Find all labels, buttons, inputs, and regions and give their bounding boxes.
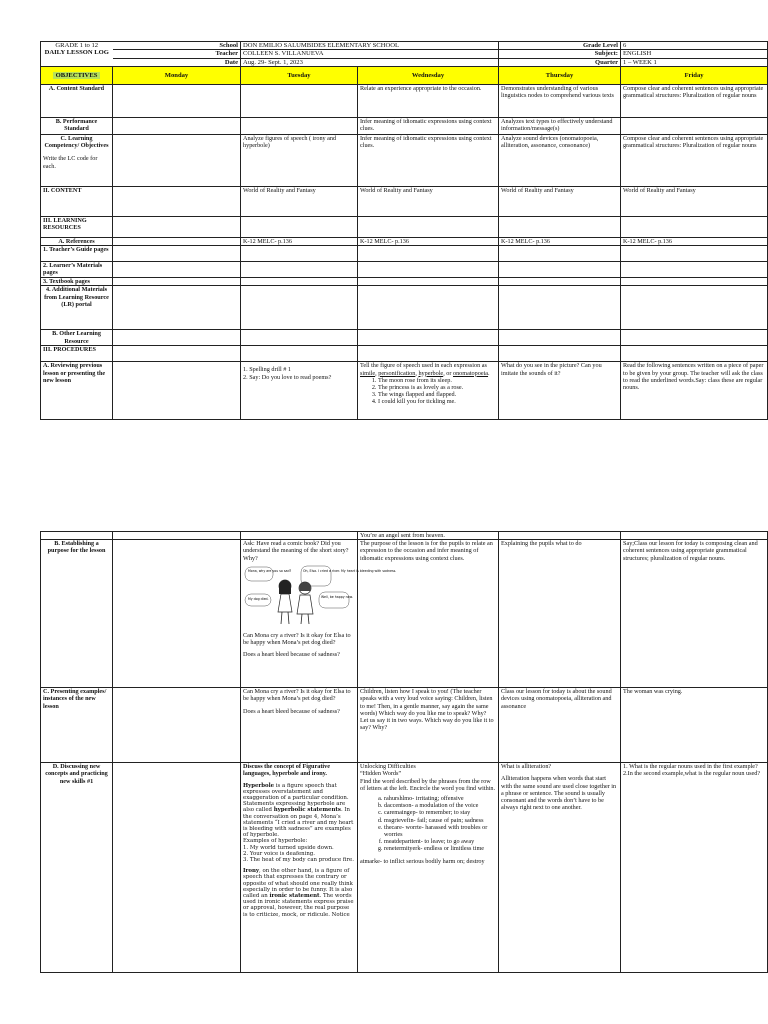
cell-thu: Analyze sound devices (onomatopoeia, alliteration, assonance, consonance) bbox=[499, 134, 621, 186]
cell-mon bbox=[113, 763, 241, 973]
cell-thu: World of Reality and Fantasy bbox=[499, 186, 621, 216]
carryover-row bbox=[41, 532, 768, 540]
hyperbole-paragraph: Hyperbole is a figure speech that expresses overstatement and exaggeration of a particular condition. Statements expressing hyperbole are also called hyperbolic statements. In the conversation on page 4, Mona’s statements “I cried a river and my heart is bleeding with sadness” are examples of hyperbole. bbox=[243, 782, 354, 839]
cell-tue: K-12 MELC- p.136 bbox=[241, 237, 358, 245]
cell-fri: Compose clear and coherent sentences using appropriate grammatical structures: Pluralization of regular nouns bbox=[621, 84, 768, 117]
establishing-row bbox=[41, 540, 768, 688]
discussing-row bbox=[41, 763, 768, 973]
cell-wed bbox=[358, 763, 499, 973]
cell-mon bbox=[113, 134, 241, 186]
cell-wed: K-12 MELC- p.136 bbox=[358, 237, 499, 245]
figure-of-speech-instruction: Tell the figure of speech used in each expression as simile, personification, hyperbole, or onomatopoeia. bbox=[360, 362, 490, 377]
list-item: f. meatdeparttent- to leave; to go away bbox=[384, 838, 496, 845]
grade-value: 6 bbox=[621, 42, 768, 50]
cell-mon bbox=[113, 117, 241, 134]
subject-value: ENGLISH bbox=[621, 50, 768, 58]
row-label: 1. Teacher’s Guide pages bbox=[41, 246, 113, 262]
log-title bbox=[41, 42, 113, 67]
objectives-header: OBJECTIVES bbox=[41, 66, 113, 84]
row-label: B. Performance Standard bbox=[41, 117, 113, 134]
learners-materials-row bbox=[41, 262, 768, 278]
hyperbole-examples-title: Examples of hyperbole: bbox=[243, 838, 308, 845]
lesson-log-page-1 bbox=[40, 41, 767, 420]
procedures-row bbox=[41, 346, 768, 362]
cell-wed: Children, listen how I speak to you! (The teacher speaks with a very loud voice saying: Children, listen to me! Then, in a gentle manner, say again the same words) Which way do you like me to speak? Why? Let us say it in two ways. Which way do you like it to say? Why? bbox=[358, 688, 499, 763]
alliteration-question: What is alliteration? bbox=[501, 763, 552, 771]
bubble1-text: Mona, why are you so sad? bbox=[248, 568, 292, 573]
figure-of-speech-list bbox=[360, 377, 496, 406]
teachers-guide-row bbox=[41, 246, 768, 262]
list-item: b. daccentson- a modulation of the voice bbox=[384, 802, 496, 809]
learning-resources-row bbox=[41, 216, 768, 237]
school-label: School bbox=[113, 42, 241, 50]
lesson-log-page-2 bbox=[40, 531, 767, 973]
cell-thu bbox=[499, 763, 621, 973]
cell-thu: Analyzes text types to effectively understand information/message(s) bbox=[499, 117, 621, 134]
references-row bbox=[41, 237, 768, 245]
competency-label: C. Learning Competency/ Objectives bbox=[44, 134, 109, 150]
teacher-label: Teacher bbox=[113, 50, 241, 58]
cell-wed bbox=[358, 362, 499, 420]
list-item: g. renetermityerk- endless or limitless time bbox=[384, 845, 496, 852]
hyperbole-example: 3. The heat of my body can produce fire. bbox=[243, 857, 354, 864]
cell-fri bbox=[621, 117, 768, 134]
cell-thu: What do you see in the picture? Can you imitate the sounds of it? bbox=[499, 362, 621, 420]
comic-illustration bbox=[243, 564, 397, 626]
additional-materials-row bbox=[41, 286, 768, 330]
other-resource-row bbox=[41, 330, 768, 346]
cell-wed: World of Reality and Fantasy bbox=[358, 186, 499, 216]
content-row bbox=[41, 186, 768, 216]
heart-question: Does a heart bleed because of sadness? bbox=[243, 707, 340, 715]
row-label: III. PROCEDURES bbox=[41, 346, 113, 362]
cell-fri: The woman was crying. bbox=[621, 688, 768, 763]
hidden-word-last: atmarke- to inflict serious bodily harm on; destroy bbox=[360, 857, 485, 865]
spelling-drill: 1. Spelling drill # 1 bbox=[243, 366, 291, 374]
row-label: B. Establishing a purpose for the lesson bbox=[41, 540, 113, 688]
cell-tue bbox=[241, 117, 358, 134]
thursday-header: Thursday bbox=[499, 66, 621, 84]
quarter-value: 1 – WEEK 1 bbox=[621, 58, 768, 66]
subject-label: Subject: bbox=[499, 50, 621, 58]
row-label: A. Reviewing previous lesson or presenting the new lesson bbox=[41, 362, 113, 420]
friday-header: Friday bbox=[621, 66, 768, 84]
cell-wed: You’re an angel sent from heaven. bbox=[358, 532, 499, 540]
title-line-2: DAILY LESSON LOG bbox=[44, 49, 109, 57]
cell-mon bbox=[113, 84, 241, 117]
cell-mon bbox=[113, 362, 241, 420]
performance-standard-row bbox=[41, 117, 768, 134]
cell-tue bbox=[241, 362, 358, 420]
list-item: 2. The princess is as lovely as a rose. bbox=[378, 384, 496, 391]
list-item: 4. I could kill you for tickling me. bbox=[378, 398, 496, 405]
row-label: C. Presenting examples/ instances of the new lesson bbox=[41, 688, 113, 763]
bubble4-text: Well, be happy now. bbox=[321, 594, 353, 599]
mona-question: Can Mona cry a river? Is it okay for Elsa to be happy when Mona’s pet dog died? bbox=[243, 688, 351, 703]
hyperbole-example: 1. My world turned upside down. bbox=[243, 844, 334, 851]
reviewing-row bbox=[41, 362, 768, 420]
list-item: a. rahurshlmo- irritating; offensive bbox=[384, 795, 496, 802]
cell-thu: Class our lesson for today is about the sound devices using onomatopoeia, alliteration and assonance bbox=[499, 688, 621, 763]
list-item: e. thecare- worrte- harassed with troubles or worries bbox=[384, 824, 496, 838]
row-label: 2. Learner’s Materials pages bbox=[41, 262, 113, 278]
quarter-label: Quarter bbox=[499, 58, 621, 66]
grade-label: Grade Level bbox=[499, 42, 621, 50]
cell-thu: K-12 MELC- p.136 bbox=[499, 237, 621, 245]
cell-mon bbox=[113, 186, 241, 216]
content-standard-row bbox=[41, 84, 768, 117]
cell-thu: Demonstrates understanding of various linguistics nodes to comprehend various texts bbox=[499, 84, 621, 117]
bubble2-text: Oh, Elsa. I cried a river. My heart is bleeding with sadness. bbox=[303, 568, 397, 573]
cell-fri: 1. What is the regular nouns used in the first example?2.In the second example,what is the regular noun used? bbox=[621, 763, 768, 973]
cell-tue: World of Reality and Fantasy bbox=[241, 186, 358, 216]
row-label: 4. Additional Materials from Learning Resource (LR) portal bbox=[41, 286, 113, 330]
cell-tue bbox=[241, 540, 397, 688]
unlocking-title: Unlocking Difficulties bbox=[360, 763, 416, 771]
hidden-words-title: “Hidden Words” bbox=[360, 770, 402, 778]
cell-thu: Explaining the pupils what to do bbox=[499, 540, 621, 688]
row-label: 3. Textbook pages bbox=[41, 278, 113, 286]
monday-header: Monday bbox=[113, 66, 241, 84]
heart-question: Does a heart bleed because of sadness? bbox=[243, 651, 340, 659]
list-item: 3. The wings flapped and flapped. bbox=[378, 391, 496, 398]
competency-row bbox=[41, 134, 768, 186]
cell-wed: The purpose of the lesson is for the pupils to relate an expression to the occasion and infer meaning of idiomatic expressions using context clues. bbox=[358, 540, 499, 688]
alliteration-definition: Alliteration happens when words that start with the same sound are used close together in a phrase or sentence. The sound is usually consonant and the words don’t have to be always right next to one another. bbox=[501, 775, 617, 812]
cell-wed: Relate an experience appropriate to the occasion. bbox=[358, 84, 499, 117]
tuesday-header: Tuesday bbox=[241, 66, 358, 84]
cell-wed: Infer meaning of idiomatic expressions using context clues. bbox=[358, 134, 499, 186]
cell-fri: Read the following sentences written on a piece of paper to be given by your group. The teacher will ask the class to read the underlined words.Say: class these are regular nouns. bbox=[621, 362, 768, 420]
date-label: Date bbox=[113, 58, 241, 66]
cell-fri: World of Reality and Fantasy bbox=[621, 186, 768, 216]
cell-mon bbox=[113, 688, 241, 763]
cell-tue: Analyze figures of speech ( irony and hyperbole) bbox=[241, 134, 358, 186]
cell-tue bbox=[241, 763, 358, 973]
wednesday-header: Wednesday bbox=[358, 66, 499, 84]
comic-question: Ask: Have read a comic book? Did you understand the meaning of the short story? Why? bbox=[243, 540, 349, 562]
cell-mon bbox=[113, 540, 241, 688]
presenting-row bbox=[41, 688, 768, 763]
list-item: d. msgrievefin- fail; cause of pain; sadness bbox=[384, 817, 496, 824]
bubble3-text: My dog died. bbox=[248, 596, 269, 601]
hyperbole-example: 2. Your voice is deafening. bbox=[243, 850, 315, 857]
poem-question: 2. Say: Do you love to read poems? bbox=[243, 373, 332, 381]
day-header-row bbox=[41, 66, 768, 84]
cell-fri: Compose clear and coherent sentences using appropriate grammatical structures: Pluralization of regular nouns bbox=[621, 134, 768, 186]
school-value: DON EMILIO SALUMBIDES ELEMENTARY SCHOOL bbox=[241, 42, 499, 50]
hidden-words-instruction: Find the word described by the phrases from the row of letters at the left. Encircle the word you find within. bbox=[360, 777, 496, 792]
list-item: 1. The moon rose from its sleep. bbox=[378, 377, 496, 384]
row-label: A. Content Standard bbox=[41, 84, 113, 117]
cell-mon bbox=[113, 237, 241, 245]
cell-tue bbox=[241, 84, 358, 117]
teacher-value: COLLEEN S. VILLANUEVA bbox=[241, 50, 499, 58]
lc-code-note: Write the LC code for each. bbox=[43, 155, 98, 170]
row-label bbox=[41, 134, 113, 186]
irony-paragraph: Irony, on the other hand, is a figure of speech that expresses the contrary or opposite of what should one really think especially in order to be funny. It is also called an ironic statement. The words used in ironic statements express praise or approval, however, the real purpose is to criticize, mock, or ridicule. Notice bbox=[243, 868, 354, 918]
title-line-1: GRADE 1 to 12 bbox=[55, 42, 99, 49]
row-label: B. Other Learning Resource bbox=[41, 330, 113, 346]
textbook-row bbox=[41, 278, 768, 286]
row-label: II. CONTENT bbox=[41, 186, 113, 216]
discussion-title: Discuss the concept of Figurative languages, hyperbole and irony. bbox=[243, 763, 330, 778]
cell-fri: Say;Class our lesson for today is composing clean and coherent sentences using appropriate grammatical structures; pluralization of regular nouns. bbox=[621, 540, 768, 688]
row-label: D. Discussing new concepts and practicing new skills #1 bbox=[41, 763, 113, 973]
mona-question: Can Mona cry a river? Is it okay for Elsa to be happy when Mona’s pet dog died? bbox=[243, 632, 351, 647]
cell-tue bbox=[241, 688, 358, 763]
hidden-words-list bbox=[360, 795, 496, 853]
row-label: A. References bbox=[41, 237, 113, 245]
cell-wed: Infer meaning of idiomatic expressions using context clues. bbox=[358, 117, 499, 134]
date-value: Aug. 29- Sept. 1, 2023 bbox=[241, 58, 499, 66]
list-item: c. caremaingep- to remember; to stay bbox=[384, 809, 496, 816]
lesson-log-table-2 bbox=[40, 531, 768, 973]
cell-fri: K-12 MELC- p.136 bbox=[621, 237, 768, 245]
lesson-log-table-1 bbox=[40, 41, 768, 420]
row-label: III. LEARNING RESOURCES bbox=[41, 216, 113, 237]
